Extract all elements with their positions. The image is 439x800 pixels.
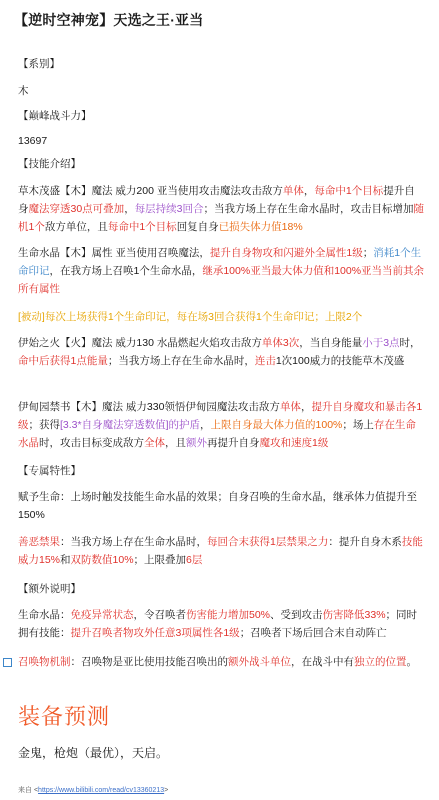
skill-highlight: 全体	[144, 437, 165, 449]
extra-text: 生命水晶：	[18, 609, 71, 621]
skill-text: ；场上	[342, 419, 374, 431]
extra-highlight: 额外战斗单位	[228, 656, 291, 668]
extra-text: ：召唤物是亚比使用技能召唤出的	[70, 656, 228, 668]
skill-yiDian	[18, 398, 425, 452]
skill-text: 再提升自身	[207, 437, 260, 449]
extra-text: ，在战斗中有	[291, 656, 354, 668]
skill-highlight: 小于3点	[362, 337, 400, 349]
source-label: 来自 <	[18, 787, 39, 794]
skill-highlight: 提升自身物攻和闪避外全属性1级	[209, 247, 363, 259]
skill-text: ，在我方场上召唤1个生命水晶，	[49, 265, 203, 277]
source-end: >	[164, 787, 169, 794]
skill-highlight: 单体3次	[261, 337, 300, 349]
skill-text: 伊甸园禁书【木】魔法 威力330领悟伊甸园魔法攻击敌方	[18, 401, 280, 413]
skill-text: 伊始之火【火】魔法 威力130 水晶燃起火焰攻击敌方	[18, 337, 262, 349]
skill-text: 提升自身	[18, 185, 415, 215]
skill-text: ，	[303, 185, 315, 197]
skill-caoMu	[18, 182, 425, 236]
extra-highlight: 免疫异常状态	[70, 609, 134, 621]
skill-text: 草木茂盛【木】魔法 威力200 亚当使用攻击魔法攻击敌方	[18, 185, 283, 197]
skill-text: 时，	[399, 337, 421, 349]
traits-header: 【专属特性】	[18, 465, 81, 477]
skill-highlight: 每层持续3回合	[134, 203, 204, 215]
skill-highlight: 命中后获得1点能量	[18, 355, 108, 367]
trait-text: ：当我方场上存在生命水晶时，	[60, 536, 207, 548]
power-value: 13697	[18, 135, 48, 147]
skill-highlight: 连击	[254, 355, 276, 367]
skill-text: ；	[362, 247, 374, 259]
extra-text: ；同时拥有技能：	[18, 609, 418, 639]
skill-highlight: 每命中1个目标	[107, 221, 177, 233]
skill-text: ；当我方场上存在生命水晶时，	[107, 355, 255, 367]
skill-highlight: 额外	[186, 437, 207, 449]
power-header: 【巅峰战斗力】	[18, 110, 92, 122]
skill-highlight: 单体	[282, 185, 304, 197]
skill-highlight: 已损失体力值18%	[218, 221, 303, 233]
skill-text: 生命水晶【木】属性 亚当使用召唤魔法，	[18, 247, 210, 259]
extra-text: 、受到攻击	[270, 609, 323, 621]
skill-highlight: 每命中1个目标	[314, 185, 384, 197]
source-line	[18, 785, 168, 795]
skill-text: ，	[300, 401, 312, 413]
extra-highlight: 伤害能力增加50%	[186, 609, 271, 621]
trait-highlight: 双防数值10%	[70, 554, 134, 566]
skill-text: 时，攻击目标变成敌方	[39, 437, 144, 449]
trait-shanE	[18, 533, 425, 569]
extra-text: 。	[406, 656, 417, 668]
trait-highlight: 技能威力15%	[18, 536, 423, 566]
extra-header: 【额外说明】	[18, 583, 81, 595]
trait-highlight: 每回合末获得1层禁果之力	[207, 536, 329, 548]
skills-header: 【技能介绍】	[18, 158, 81, 170]
series-header: 【系别】	[18, 58, 60, 70]
skill-highlight: 提升自身魔攻和暴击各1级	[18, 401, 423, 431]
extra-text: ，令召唤者	[133, 609, 186, 621]
trait-text: ：提升自身木系	[328, 536, 402, 548]
skill-highlight: 继承100%亚当最大体力值和100%亚当当前其余所有属性	[18, 265, 425, 295]
extra-highlight: 伤害降低33%	[322, 609, 386, 621]
skill-highlight: 魔法穿透30点可叠加	[28, 203, 125, 215]
skill-shengMing	[18, 244, 425, 298]
extra-zhaoHuan	[18, 653, 425, 671]
skill-highlight: 单体	[279, 401, 301, 413]
skill-text: ；当我方场上存在生命水晶时，攻击目标增加	[203, 203, 414, 215]
extra-highlight: 召唤物机制	[18, 656, 71, 668]
skill-highlight: 随机1个	[18, 203, 425, 233]
skill-text: 1次100威力的技能草木茂盛	[275, 355, 405, 367]
skill-text: ，	[200, 419, 211, 431]
skill-text: ，且	[165, 437, 186, 449]
skill-yiShi	[18, 334, 425, 370]
series-value: 木	[18, 85, 29, 97]
equip-title: 装备预测	[18, 704, 111, 729]
checkbox[interactable]	[3, 658, 12, 667]
skill-text: ；获得	[28, 419, 60, 431]
extra-highlight: 独立的位置	[354, 656, 407, 668]
trait-fuYu: 赋予生命：上场时触发技能生命水晶的效果；自身召唤的生命水晶，继承体力值提升至150%	[18, 491, 417, 521]
skill-text: ，	[124, 203, 135, 215]
extra-highlight: 提升召唤者物攻外任意3项属性各1级	[70, 627, 240, 639]
page-title: 【逆时空神宠】天选之王·亚当	[14, 12, 204, 28]
skill-text: 回复自身	[176, 221, 219, 233]
trait-text: 和	[60, 554, 71, 566]
skill-text: ，当自身能量	[299, 337, 363, 349]
skill-text: 敌方单位，且	[44, 221, 108, 233]
skill-highlight: 上限自身最大体力值的100%	[210, 419, 343, 431]
passive-text: [被动]每次上场获得1个生命印记，每在场3回合获得1个生命印记；上限2个	[18, 311, 363, 323]
equip-text: 金鬼，枪炮（最优），天启。	[18, 746, 169, 760]
skill-highlight: 消耗1个生命印记	[18, 247, 422, 277]
source-link[interactable]: https://www.bilibili.com/read/cv13360213	[38, 787, 165, 794]
trait-text: ；上限叠加	[133, 554, 187, 566]
skill-highlight: 魔攻和速度1级	[259, 437, 329, 449]
skill-highlight: 存在生命水晶	[18, 419, 416, 449]
skill-highlight: [3.3*自身魔法穿透数值]的护盾	[60, 419, 201, 431]
trait-highlight: 善恶禁果	[18, 536, 60, 548]
extra-text: ；召唤者下场后回合末自动阵亡	[239, 627, 387, 639]
extra-shengMing	[18, 606, 425, 642]
trait-highlight: 6层	[186, 554, 203, 566]
